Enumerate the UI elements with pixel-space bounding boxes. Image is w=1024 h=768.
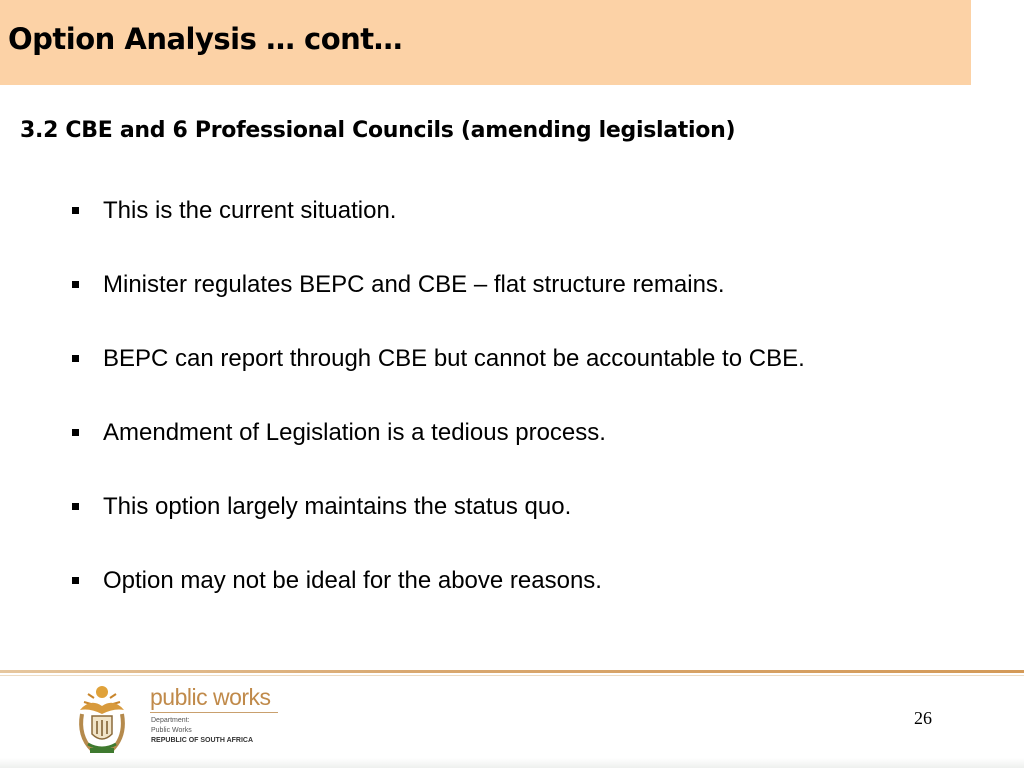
footer-divider-thin (0, 675, 1024, 676)
logo-department-name: Public Works (151, 727, 192, 734)
bullet-square-icon (72, 429, 79, 436)
bullet-square-icon (72, 577, 79, 584)
bullet-square-icon (72, 281, 79, 288)
logo-country: REPUBLIC OF SOUTH AFRICA (151, 737, 254, 744)
slide-subtitle: 3.2 CBE and 6 Professional Councils (amending legislation) (20, 118, 736, 143)
bullet-text: Minister regulates BEPC and CBE – flat structure remains. (103, 271, 725, 298)
page-number: 26 (914, 708, 932, 728)
bullet-text: Amendment of Legislation is a tedious process. (103, 419, 606, 446)
bullet-text: BEPC can report through CBE but cannot be accountable to CBE. (103, 345, 805, 372)
bullet-text: This option largely maintains the status quo. (103, 493, 572, 520)
bullet-square-icon (72, 503, 79, 510)
bullet-text: This is the current situation. (103, 197, 397, 224)
bullet-square-icon (72, 355, 79, 362)
footer-strip (0, 758, 1024, 768)
slide-title: Option Analysis … cont… (8, 22, 403, 56)
logo-public-works: public works (150, 684, 271, 710)
coat-of-arms-icon (74, 684, 130, 756)
logo-underline (150, 712, 278, 713)
bullet-text: Option may not be ideal for the above reasons. (103, 567, 602, 594)
bullet-square-icon (72, 207, 79, 214)
logo-department-label: Department: (151, 717, 190, 724)
footer-divider (0, 670, 1024, 673)
